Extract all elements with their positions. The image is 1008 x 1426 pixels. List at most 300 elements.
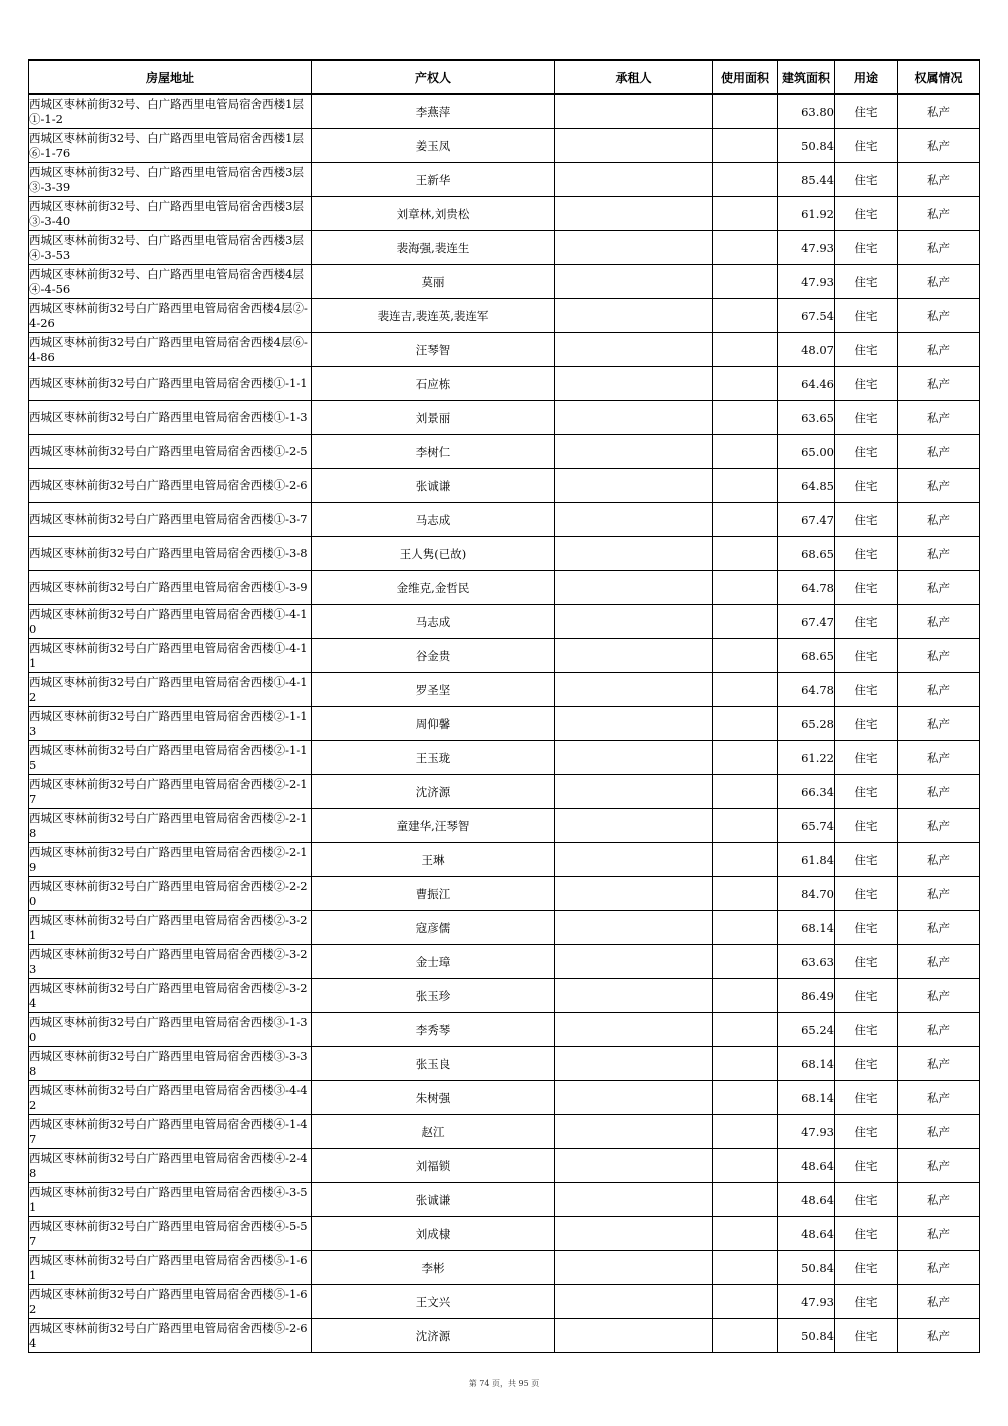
cell-rights: 私产: [898, 367, 980, 401]
cell-building-area: 65.24: [778, 1013, 835, 1047]
cell-tenant: [555, 979, 713, 1013]
cell-building-area: 68.14: [778, 1047, 835, 1081]
cell-usage: 住宅: [835, 1149, 898, 1183]
cell-tenant: [555, 775, 713, 809]
cell-owner: 张玉珍: [312, 979, 555, 1013]
cell-rights: 私产: [898, 1183, 980, 1217]
cell-usable-area: [713, 1183, 778, 1217]
cell-usable-area: [713, 197, 778, 231]
cell-owner: 裴连吉,裴连英,裴连军: [312, 299, 555, 333]
cell-usage: 住宅: [835, 843, 898, 877]
cell-usage: 住宅: [835, 707, 898, 741]
table-row: [29, 979, 980, 1013]
cell-building-area: 47.93: [778, 1285, 835, 1319]
cell-usable-area: [713, 1013, 778, 1047]
cell-address: 西城区枣林前街32号白广路西里电管局宿舍西楼④-1-47: [29, 1115, 312, 1149]
cell-usable-area: [713, 1115, 778, 1149]
cell-building-area: 67.54: [778, 299, 835, 333]
cell-tenant: [555, 435, 713, 469]
cell-owner: 沈济源: [312, 775, 555, 809]
cell-building-area: 85.44: [778, 163, 835, 197]
cell-tenant: [555, 741, 713, 775]
cell-address: 西城区枣林前街32号白广路西里电管局宿舍西楼③-4-42: [29, 1081, 312, 1115]
cell-usable-area: [713, 94, 778, 129]
cell-usage: 住宅: [835, 367, 898, 401]
cell-address: 西城区枣林前街32号白广路西里电管局宿舍西楼②-1-15: [29, 741, 312, 775]
cell-usable-area: [713, 435, 778, 469]
cell-usage: 住宅: [835, 639, 898, 673]
cell-rights: 私产: [898, 605, 980, 639]
table-row: [29, 775, 980, 809]
page-number: 第 74 页，共 95 页: [468, 1379, 540, 1388]
cell-usage: 住宅: [835, 163, 898, 197]
table-row: [29, 231, 980, 265]
cell-tenant: [555, 1183, 713, 1217]
cell-usable-area: [713, 503, 778, 537]
cell-usage: 住宅: [835, 1115, 898, 1149]
cell-rights: 私产: [898, 843, 980, 877]
cell-usable-area: [713, 367, 778, 401]
cell-tenant: [555, 1217, 713, 1251]
cell-usage: 住宅: [835, 1285, 898, 1319]
table-row: [29, 877, 980, 911]
table-row: [29, 1217, 980, 1251]
cell-rights: 私产: [898, 1081, 980, 1115]
cell-usage: 住宅: [835, 333, 898, 367]
cell-address: 西城区枣林前街32号、白广路西里电管局宿舍西楼4层④-4-56: [29, 265, 312, 299]
cell-address: 西城区枣林前街32号白广路西里电管局宿舍西楼②-3-21: [29, 911, 312, 945]
cell-owner: 裴海强,裴连生: [312, 231, 555, 265]
cell-tenant: [555, 1081, 713, 1115]
cell-owner: 周仰馨: [312, 707, 555, 741]
cell-rights: 私产: [898, 639, 980, 673]
cell-building-area: 65.74: [778, 809, 835, 843]
cell-usable-area: [713, 911, 778, 945]
cell-address: 西城区枣林前街32号白广路西里电管局宿舍西楼①-4-11: [29, 639, 312, 673]
cell-owner: 刘成棣: [312, 1217, 555, 1251]
cell-usage: 住宅: [835, 1047, 898, 1081]
cell-owner: 李燕萍: [312, 94, 555, 129]
cell-address: 西城区枣林前街32号白广路西里电管局宿舍西楼④-3-51: [29, 1183, 312, 1217]
cell-address: 西城区枣林前街32号白广路西里电管局宿舍西楼⑤-2-64: [29, 1319, 312, 1353]
cell-building-area: 67.47: [778, 605, 835, 639]
cell-usable-area: [713, 1285, 778, 1319]
cell-usable-area: [713, 537, 778, 571]
cell-usage: 住宅: [835, 537, 898, 571]
cell-address: 西城区枣林前街32号、白广路西里电管局宿舍西楼1层⑥-1-76: [29, 129, 312, 163]
cell-owner: 马志成: [312, 605, 555, 639]
table-header-row: [29, 60, 980, 94]
cell-address: 西城区枣林前街32号白广路西里电管局宿舍西楼①-3-9: [29, 571, 312, 605]
cell-rights: 私产: [898, 231, 980, 265]
cell-building-area: 63.80: [778, 94, 835, 129]
cell-tenant: [555, 945, 713, 979]
table-row: [29, 503, 980, 537]
cell-rights: 私产: [898, 197, 980, 231]
cell-owner: 曹振江: [312, 877, 555, 911]
cell-tenant: [555, 1319, 713, 1353]
cell-usage: 住宅: [835, 775, 898, 809]
cell-owner: 刘景丽: [312, 401, 555, 435]
cell-address: 西城区枣林前街32号白广路西里电管局宿舍西楼①-4-12: [29, 673, 312, 707]
cell-building-area: 48.64: [778, 1217, 835, 1251]
cell-usage: 住宅: [835, 435, 898, 469]
table-row: [29, 1047, 980, 1081]
cell-usage: 住宅: [835, 469, 898, 503]
cell-tenant: [555, 809, 713, 843]
cell-tenant: [555, 367, 713, 401]
cell-usage: 住宅: [835, 231, 898, 265]
cell-usable-area: [713, 469, 778, 503]
column-header-tenant: 承租人: [555, 60, 713, 94]
cell-building-area: 48.07: [778, 333, 835, 367]
table-row: [29, 945, 980, 979]
cell-owner: 刘章林,刘贵松: [312, 197, 555, 231]
cell-building-area: 48.64: [778, 1183, 835, 1217]
cell-tenant: [555, 1115, 713, 1149]
table-row: [29, 435, 980, 469]
cell-building-area: 65.00: [778, 435, 835, 469]
cell-address: 西城区枣林前街32号白广路西里电管局宿舍西楼②-3-23: [29, 945, 312, 979]
cell-owner: 李树仁: [312, 435, 555, 469]
cell-usage: 住宅: [835, 265, 898, 299]
cell-owner: 李彬: [312, 1251, 555, 1285]
cell-owner: 沈济源: [312, 1319, 555, 1353]
column-header-address: 房屋地址: [29, 60, 312, 94]
cell-usable-area: [713, 1047, 778, 1081]
cell-address: 西城区枣林前街32号白广路西里电管局宿舍西楼①-3-8: [29, 537, 312, 571]
cell-building-area: 65.28: [778, 707, 835, 741]
cell-address: 西城区枣林前街32号、白广路西里电管局宿舍西楼3层③-3-40: [29, 197, 312, 231]
cell-usage: 住宅: [835, 571, 898, 605]
cell-usable-area: [713, 775, 778, 809]
cell-tenant: [555, 571, 713, 605]
cell-tenant: [555, 231, 713, 265]
cell-usage: 住宅: [835, 1319, 898, 1353]
cell-rights: 私产: [898, 1149, 980, 1183]
table-row: [29, 1115, 980, 1149]
cell-rights: 私产: [898, 333, 980, 367]
cell-usable-area: [713, 1081, 778, 1115]
cell-usage: 住宅: [835, 741, 898, 775]
cell-building-area: 64.78: [778, 571, 835, 605]
column-header-building-area: 建筑面积: [778, 60, 835, 94]
table-row: [29, 809, 980, 843]
cell-rights: 私产: [898, 129, 980, 163]
cell-usable-area: [713, 673, 778, 707]
cell-address: 西城区枣林前街32号白广路西里电管局宿舍西楼④-5-57: [29, 1217, 312, 1251]
cell-tenant: [555, 537, 713, 571]
cell-owner: 张玉良: [312, 1047, 555, 1081]
cell-tenant: [555, 469, 713, 503]
cell-address: 西城区枣林前街32号白广路西里电管局宿舍西楼①-2-5: [29, 435, 312, 469]
cell-usage: 住宅: [835, 129, 898, 163]
cell-rights: 私产: [898, 673, 980, 707]
cell-tenant: [555, 911, 713, 945]
cell-usable-area: [713, 843, 778, 877]
cell-owner: 王玉珑: [312, 741, 555, 775]
cell-owner: 王新华: [312, 163, 555, 197]
cell-owner: 马志成: [312, 503, 555, 537]
cell-address: 西城区枣林前街32号白广路西里电管局宿舍西楼②-3-24: [29, 979, 312, 1013]
cell-tenant: [555, 94, 713, 129]
table-row: [29, 1081, 980, 1115]
cell-tenant: [555, 1251, 713, 1285]
cell-address: 西城区枣林前街32号白广路西里电管局宿舍西楼③-1-30: [29, 1013, 312, 1047]
table-row: [29, 1285, 980, 1319]
cell-rights: 私产: [898, 945, 980, 979]
cell-owner: 姜玉凤: [312, 129, 555, 163]
cell-usage: 住宅: [835, 1013, 898, 1047]
cell-usage: 住宅: [835, 503, 898, 537]
cell-rights: 私产: [898, 435, 980, 469]
cell-usage: 住宅: [835, 673, 898, 707]
cell-owner: 莫丽: [312, 265, 555, 299]
table-row: [29, 911, 980, 945]
cell-rights: 私产: [898, 94, 980, 129]
cell-usable-area: [713, 979, 778, 1013]
table-row: [29, 1183, 980, 1217]
cell-address: 西城区枣林前街32号白广路西里电管局宿舍西楼①-1-1: [29, 367, 312, 401]
cell-address: 西城区枣林前街32号白广路西里电管局宿舍西楼③-3-38: [29, 1047, 312, 1081]
cell-rights: 私产: [898, 469, 980, 503]
cell-usage: 住宅: [835, 1217, 898, 1251]
cell-tenant: [555, 197, 713, 231]
cell-building-area: 63.65: [778, 401, 835, 435]
table-row: [29, 605, 980, 639]
cell-tenant: [555, 1149, 713, 1183]
table-row: [29, 401, 980, 435]
cell-tenant: [555, 129, 713, 163]
cell-rights: 私产: [898, 299, 980, 333]
cell-building-area: 61.92: [778, 197, 835, 231]
cell-usable-area: [713, 1217, 778, 1251]
cell-building-area: 67.47: [778, 503, 835, 537]
cell-rights: 私产: [898, 1285, 980, 1319]
cell-tenant: [555, 707, 713, 741]
cell-owner: 童建华,汪琴智: [312, 809, 555, 843]
cell-address: 西城区枣林前街32号白广路西里电管局宿舍西楼4层②-4-26: [29, 299, 312, 333]
cell-tenant: [555, 1013, 713, 1047]
column-header-rights: 权属情况: [898, 60, 980, 94]
cell-tenant: [555, 299, 713, 333]
cell-address: 西城区枣林前街32号白广路西里电管局宿舍西楼②-2-18: [29, 809, 312, 843]
column-header-usable-area: 使用面积: [713, 60, 778, 94]
cell-usage: 住宅: [835, 1081, 898, 1115]
cell-usable-area: [713, 333, 778, 367]
cell-usable-area: [713, 1251, 778, 1285]
cell-tenant: [555, 1285, 713, 1319]
cell-building-area: 64.78: [778, 673, 835, 707]
cell-tenant: [555, 605, 713, 639]
cell-usage: 住宅: [835, 809, 898, 843]
cell-address: 西城区枣林前街32号白广路西里电管局宿舍西楼②-2-20: [29, 877, 312, 911]
cell-address: 西城区枣林前街32号白广路西里电管局宿舍西楼②-2-19: [29, 843, 312, 877]
cell-owner: 谷金贵: [312, 639, 555, 673]
cell-building-area: 86.49: [778, 979, 835, 1013]
cell-usable-area: [713, 741, 778, 775]
table-row: [29, 673, 980, 707]
cell-usage: 住宅: [835, 1251, 898, 1285]
cell-tenant: [555, 1047, 713, 1081]
cell-building-area: 68.14: [778, 911, 835, 945]
column-header-usage: 用途: [835, 60, 898, 94]
cell-address: 西城区枣林前街32号白广路西里电管局宿舍西楼4层⑥-4-86: [29, 333, 312, 367]
cell-owner: 王琳: [312, 843, 555, 877]
cell-owner: 罗圣坚: [312, 673, 555, 707]
cell-building-area: 66.34: [778, 775, 835, 809]
cell-building-area: 84.70: [778, 877, 835, 911]
cell-owner: 王文兴: [312, 1285, 555, 1319]
table-row: [29, 333, 980, 367]
cell-building-area: 63.63: [778, 945, 835, 979]
cell-rights: 私产: [898, 1319, 980, 1353]
cell-address: 西城区枣林前街32号白广路西里电管局宿舍西楼⑤-1-61: [29, 1251, 312, 1285]
cell-address: 西城区枣林前街32号白广路西里电管局宿舍西楼①-2-6: [29, 469, 312, 503]
cell-owner: 金士璋: [312, 945, 555, 979]
cell-usage: 住宅: [835, 94, 898, 129]
table-row: [29, 163, 980, 197]
cell-address: 西城区枣林前街32号白广路西里电管局宿舍西楼①-3-7: [29, 503, 312, 537]
cell-building-area: 50.84: [778, 1319, 835, 1353]
cell-tenant: [555, 163, 713, 197]
cell-usage: 住宅: [835, 401, 898, 435]
table-row: [29, 571, 980, 605]
cell-usage: 住宅: [835, 605, 898, 639]
cell-usable-area: [713, 639, 778, 673]
cell-owner: 汪琴智: [312, 333, 555, 367]
cell-usable-area: [713, 401, 778, 435]
table-row: [29, 1319, 980, 1353]
table-body: [29, 94, 980, 1353]
table-row: [29, 1149, 980, 1183]
cell-owner: 赵江: [312, 1115, 555, 1149]
cell-tenant: [555, 401, 713, 435]
cell-tenant: [555, 673, 713, 707]
cell-usable-area: [713, 707, 778, 741]
table-row: [29, 94, 980, 129]
cell-rights: 私产: [898, 1217, 980, 1251]
table-row: [29, 469, 980, 503]
cell-rights: 私产: [898, 1251, 980, 1285]
cell-address: 西城区枣林前街32号、白广路西里电管局宿舍西楼3层④-3-53: [29, 231, 312, 265]
cell-address: 西城区枣林前街32号白广路西里电管局宿舍西楼②-1-13: [29, 707, 312, 741]
cell-building-area: 68.14: [778, 1081, 835, 1115]
table-row: [29, 265, 980, 299]
cell-tenant: [555, 333, 713, 367]
cell-usage: 住宅: [835, 979, 898, 1013]
cell-rights: 私产: [898, 401, 980, 435]
cell-rights: 私产: [898, 1013, 980, 1047]
cell-building-area: 64.46: [778, 367, 835, 401]
cell-usable-area: [713, 945, 778, 979]
cell-rights: 私产: [898, 775, 980, 809]
cell-usable-area: [713, 809, 778, 843]
cell-usage: 住宅: [835, 911, 898, 945]
cell-usable-area: [713, 231, 778, 265]
cell-usable-area: [713, 163, 778, 197]
cell-tenant: [555, 503, 713, 537]
cell-owner: 张诚谦: [312, 1183, 555, 1217]
cell-address: 西城区枣林前街32号、白广路西里电管局宿舍西楼3层③-3-39: [29, 163, 312, 197]
cell-rights: 私产: [898, 707, 980, 741]
cell-usable-area: [713, 299, 778, 333]
cell-building-area: 68.65: [778, 639, 835, 673]
cell-building-area: 47.93: [778, 231, 835, 265]
cell-owner: 李秀琴: [312, 1013, 555, 1047]
cell-usable-area: [713, 1149, 778, 1183]
table-row: [29, 1013, 980, 1047]
cell-building-area: 64.85: [778, 469, 835, 503]
cell-address: 西城区枣林前街32号白广路西里电管局宿舍西楼④-2-48: [29, 1149, 312, 1183]
cell-usable-area: [713, 605, 778, 639]
cell-rights: 私产: [898, 265, 980, 299]
cell-address: 西城区枣林前街32号白广路西里电管局宿舍西楼①-1-3: [29, 401, 312, 435]
cell-rights: 私产: [898, 877, 980, 911]
cell-building-area: 48.64: [778, 1149, 835, 1183]
cell-rights: 私产: [898, 741, 980, 775]
cell-building-area: 61.84: [778, 843, 835, 877]
table-row: [29, 197, 980, 231]
cell-rights: 私产: [898, 1115, 980, 1149]
cell-building-area: 50.84: [778, 129, 835, 163]
table-row: [29, 1251, 980, 1285]
table-row: [29, 639, 980, 673]
table-row: [29, 537, 980, 571]
cell-usage: 住宅: [835, 197, 898, 231]
cell-building-area: 50.84: [778, 1251, 835, 1285]
property-registry-table: [28, 59, 980, 1353]
cell-tenant: [555, 265, 713, 299]
cell-usable-area: [713, 265, 778, 299]
table-row: [29, 707, 980, 741]
cell-usage: 住宅: [835, 299, 898, 333]
cell-tenant: [555, 639, 713, 673]
cell-usage: 住宅: [835, 877, 898, 911]
cell-owner: 朱树强: [312, 1081, 555, 1115]
cell-rights: 私产: [898, 503, 980, 537]
cell-building-area: 68.65: [778, 537, 835, 571]
cell-usable-area: [713, 877, 778, 911]
cell-rights: 私产: [898, 163, 980, 197]
cell-rights: 私产: [898, 911, 980, 945]
cell-address: 西城区枣林前街32号白广路西里电管局宿舍西楼①-4-10: [29, 605, 312, 639]
table-row: [29, 741, 980, 775]
cell-rights: 私产: [898, 979, 980, 1013]
cell-tenant: [555, 877, 713, 911]
cell-tenant: [555, 843, 713, 877]
cell-rights: 私产: [898, 1047, 980, 1081]
cell-rights: 私产: [898, 537, 980, 571]
cell-building-area: 47.93: [778, 1115, 835, 1149]
cell-owner: 张诚谦: [312, 469, 555, 503]
cell-owner: 石应栋: [312, 367, 555, 401]
cell-rights: 私产: [898, 809, 980, 843]
cell-address: 西城区枣林前街32号白广路西里电管局宿舍西楼⑤-1-62: [29, 1285, 312, 1319]
cell-usable-area: [713, 571, 778, 605]
cell-address: 西城区枣林前街32号白广路西里电管局宿舍西楼②-2-17: [29, 775, 312, 809]
cell-building-area: 47.93: [778, 265, 835, 299]
table-row: [29, 299, 980, 333]
cell-usage: 住宅: [835, 945, 898, 979]
cell-owner: 王人隽(已故): [312, 537, 555, 571]
cell-owner: 寇彦儒: [312, 911, 555, 945]
cell-rights: 私产: [898, 571, 980, 605]
cell-building-area: 61.22: [778, 741, 835, 775]
table-row: [29, 367, 980, 401]
cell-owner: 刘福锁: [312, 1149, 555, 1183]
cell-usable-area: [713, 1319, 778, 1353]
